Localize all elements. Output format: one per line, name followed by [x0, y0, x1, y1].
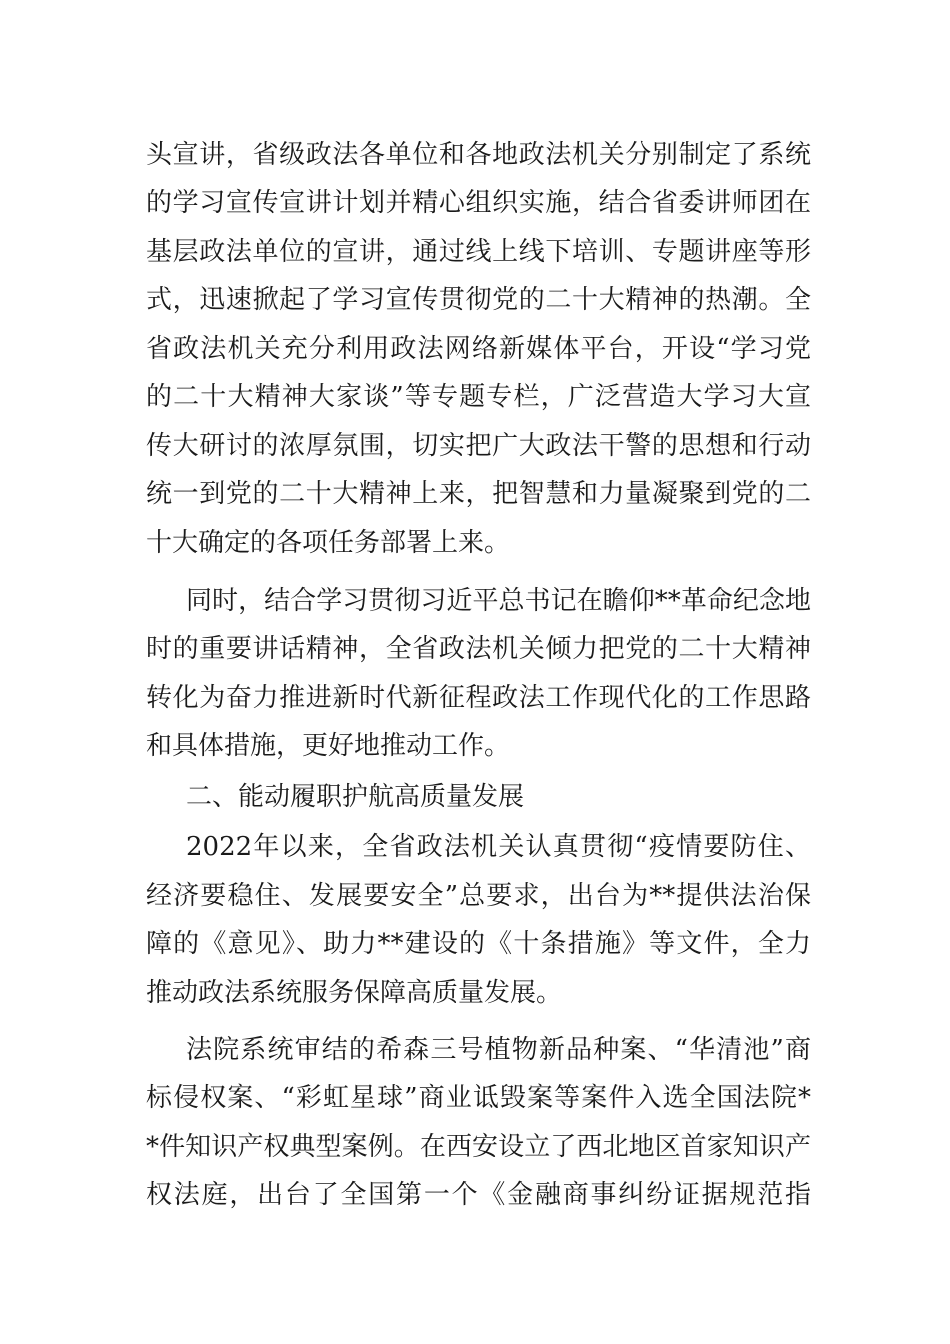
text-line: 障的《意见》、助力**建设的《十条措施》等文件，全力 — [146, 929, 811, 959]
text-line: 传大研讨的浓厚氛围，切实把广大政法干警的思想和行动 — [146, 431, 811, 461]
paragraph-first-line: 同时，结合学习贯彻习近平总书记在瞻仰**革命纪念地 — [186, 586, 811, 616]
paragraph-first-line: 2022年以来，全省政法机关认真贯彻“疫情要防住、 — [186, 832, 811, 862]
text-line: 统一到党的二十大精神上来，把智慧和力量凝聚到党的二 — [146, 479, 811, 509]
text-line: 和具体措施，更好地推动工作。 — [146, 731, 511, 761]
text-line: 经济要稳住、发展要安全”总要求，出台为**提供法治保 — [146, 881, 811, 911]
section-heading: 二、能动履职护航高质量发展 — [186, 782, 525, 812]
text-line: 权法庭，出台了全国第一个《金融商事纠纷证据规范指 — [146, 1180, 811, 1210]
text-line: 省政法机关充分利用政法网络新媒体平台，开设“学习党 — [146, 334, 811, 364]
text-line: 式，迅速掀起了学习宣传贯彻党的二十大精神的热潮。全 — [146, 285, 811, 315]
text-line: 十大确定的各项任务部署上来。 — [146, 528, 511, 558]
paragraph-first-line: 法院系统审结的希森三号植物新品种案、“华清池”商 — [186, 1035, 811, 1065]
text-line: 标侵权案、“彩虹星球”商业诋毁案等案件入选全国法院* — [146, 1083, 811, 1113]
text-line: 时的重要讲话精神，全省政法机关倾力把党的二十大精神 — [146, 634, 811, 664]
text-line: 的学习宣传宣讲计划并精心组织实施，结合省委讲师团在 — [146, 188, 811, 218]
text-line: *件知识产权典型案例。在西安设立了西北地区首家知识产 — [146, 1132, 811, 1162]
text-line: 基层政法单位的宣讲，通过线上线下培训、专题讲座等形 — [146, 237, 811, 267]
text-line: 的二十大精神大家谈”等专题专栏，广泛营造大学习大宣 — [146, 382, 811, 412]
text-line: 推动政法系统服务保障高质量发展。 — [146, 978, 563, 1008]
text-line: 转化为奋力推进新时代新征程政法工作现代化的工作思路 — [146, 683, 811, 713]
text-line: 头宣讲，省级政法各单位和各地政法机关分别制定了系统 — [146, 140, 811, 170]
